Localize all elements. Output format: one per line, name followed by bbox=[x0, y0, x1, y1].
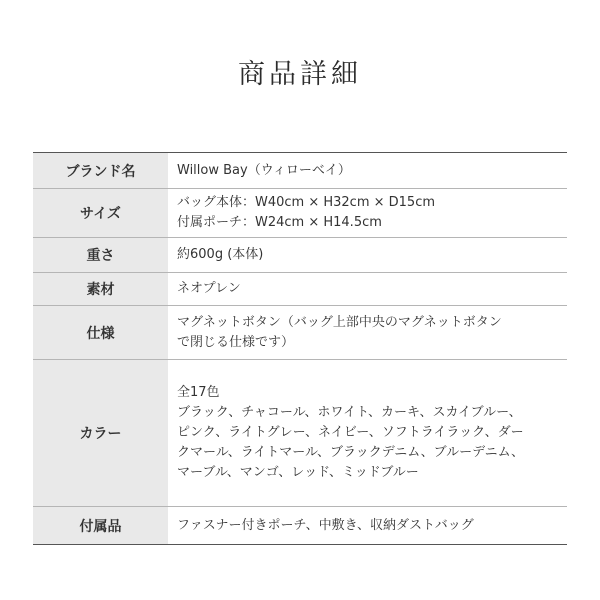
spec-value-weight bbox=[168, 238, 567, 272]
spec-value-brand bbox=[168, 153, 567, 188]
spec-value-line: ネオプレン bbox=[177, 281, 241, 296]
spec-label-color: カラー bbox=[33, 360, 168, 506]
spec-value-material bbox=[168, 273, 567, 305]
spec-row-specification bbox=[33, 306, 567, 360]
spec-value-accessories bbox=[168, 507, 567, 544]
spec-value-line: で閉じる仕様です） bbox=[177, 334, 295, 350]
spec-row-accessories bbox=[33, 507, 567, 544]
spec-label-weight: 重さ bbox=[33, 238, 168, 272]
spec-value-line: クマール、ライトマール、ブラックデニム、ブルーデニム、 bbox=[177, 445, 524, 460]
spec-row-brand bbox=[33, 153, 567, 189]
spec-label-brand: ブランド名 bbox=[33, 153, 168, 188]
spec-value-line: 付属ポーチ：W24cm × H14.5cm bbox=[177, 215, 382, 230]
spec-row-material bbox=[33, 273, 567, 306]
page-title: 商品詳細 bbox=[238, 59, 362, 90]
spec-label-specification: 仕様 bbox=[33, 306, 168, 359]
spec-value-line: Willow Bay（ウィローベイ） bbox=[177, 162, 351, 178]
spec-value-line: バッグ本体：W40cm × H32cm × D15cm bbox=[177, 195, 436, 210]
spec-value-line: マーブル、マンゴ、レッド、ミッドブルー bbox=[177, 465, 419, 480]
spec-value-line: 全17色 bbox=[177, 385, 220, 400]
spec-table bbox=[33, 152, 567, 545]
spec-row-size bbox=[33, 189, 567, 238]
spec-row-color bbox=[33, 360, 567, 507]
spec-label-accessories: 付属品 bbox=[33, 507, 168, 544]
spec-label-material: 素材 bbox=[33, 273, 168, 305]
spec-value-color bbox=[168, 360, 567, 506]
spec-label-size: サイズ bbox=[33, 189, 168, 237]
spec-value-size bbox=[168, 189, 567, 237]
spec-value-line: ブラック、チャコール、ホワイト、カーキ、スカイブルー、 bbox=[177, 405, 522, 420]
spec-value-line: マグネットボタン（バッグ上部中央のマグネットボタン bbox=[177, 314, 502, 330]
spec-value-line: ファスナー付きポーチ、中敷き、収納ダストバッグ bbox=[177, 517, 474, 533]
spec-value-line: 約600g (本体) bbox=[177, 247, 264, 262]
spec-value-line: ピンク、ライトグレー、ネイビー、ソフトライラック、ダー bbox=[177, 425, 524, 440]
spec-value-specification bbox=[168, 306, 567, 359]
spec-row-weight bbox=[33, 238, 567, 273]
